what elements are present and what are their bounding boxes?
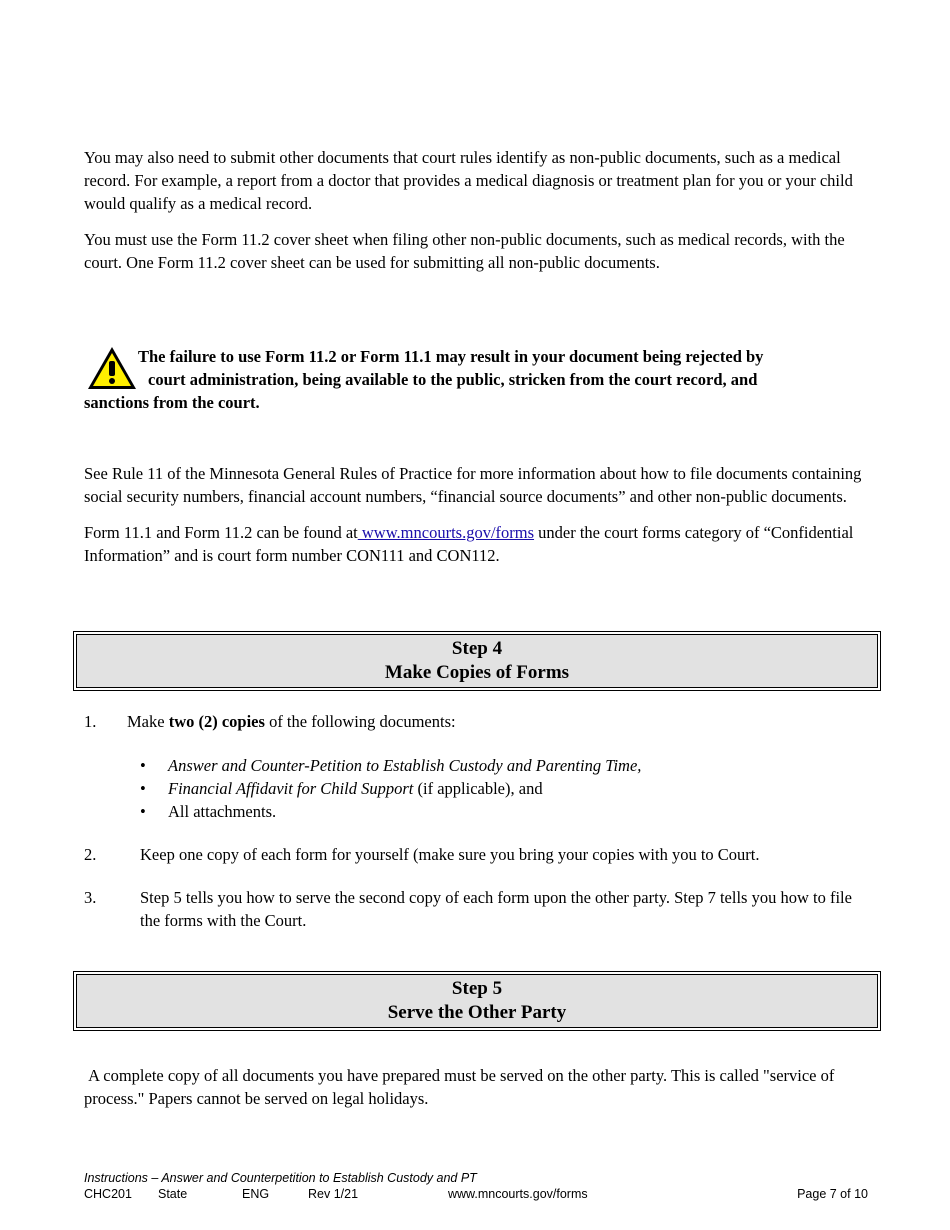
step5-title: Serve the Other Party: [387, 1002, 567, 1023]
mncourts-forms-link[interactable]: www.mncourts.gov/forms: [357, 523, 535, 542]
list-item: [140, 754, 840, 777]
footer-scope: State: [158, 1187, 188, 1201]
list-item-plain: (if applicable), and: [413, 779, 543, 798]
step4-header: [73, 631, 881, 691]
forms-location-text-1: Form 11.1 and Form 11.2 can be found at: [84, 523, 358, 542]
bullet-icon: •: [140, 802, 146, 821]
page-footer: [84, 1170, 874, 1202]
footer-url: www.mncourts.gov/forms: [448, 1187, 588, 1201]
list-item-italic: Financial Affidavit for Child Support: [168, 779, 414, 798]
item-1-text-start: Make: [127, 712, 169, 731]
item-1-text-end: of the following documents:: [264, 712, 456, 731]
list-item-plain: All attachments.: [168, 802, 277, 821]
item-number: 1.: [84, 712, 97, 731]
warning-line-1: The failure to use Form 11.2 or Form 11.1 may result in your document being rejected by: [138, 347, 764, 366]
list-item-italic: Answer and Counter-Petition to Establish Custody and Parenting Time,: [168, 756, 642, 775]
warning-triangle-icon: [86, 345, 138, 391]
copies-list: [140, 754, 840, 823]
item-3-text: Step 5 tells you how to serve the second copy of each form upon the other party. Step 7 tells you how to file the forms with the Court.: [140, 888, 852, 930]
footer-meta: [84, 1186, 874, 1202]
intro-section: [84, 146, 874, 274]
rule11-paragraph: See Rule 11 of the Minnesota General Rules of Practice for more information about how to file documents containing social security numbers, financial account numbers, “financial source documents” and other non-public documents.: [84, 464, 862, 506]
step5-header-inner: [76, 974, 878, 1028]
footer-page-number: Page 7 of 10: [797, 1187, 868, 1201]
rule11-section: [84, 462, 874, 567]
forms-location-text-2: under the court forms category of “Confidential Information” and is court form number CON111 and CON112.: [84, 523, 854, 565]
warning-line-2: court administration, being available to the public, stricken from the court record, and: [148, 370, 758, 389]
footer-language: ENG: [242, 1187, 270, 1201]
list-item: [140, 777, 840, 800]
intro-paragraph-1: You may also need to submit other documents that court rules identify as non-public documents, such as a medical record. For example, a report from a doctor that provides a medical diagnosis or treatment plan for you or your child would qualify as a medical record.: [84, 148, 853, 213]
step4-number: Step 4: [451, 638, 503, 659]
step4-header-inner: [76, 634, 878, 688]
step4-title: Make Copies of Forms: [384, 662, 570, 683]
item-1-text-bold: two (2) copies: [168, 712, 265, 731]
step5-header: [73, 971, 881, 1031]
footer-title: Instructions – Answer and Counterpetition to Establish Custody and PT: [84, 1171, 477, 1185]
item-number: 2.: [84, 845, 97, 864]
item-1-text: [127, 710, 456, 733]
item-2-text: Keep one copy of each form for yourself (make sure you bring your copies with you to Court.: [140, 845, 760, 864]
step5-number: Step 5: [451, 978, 503, 999]
item-number: 3.: [84, 888, 97, 907]
intro-paragraph-2: You must use the Form 11.2 cover sheet when filing other non-public documents, such as medical records, with the court. One Form 11.2 cover sheet can be used for submitting all non-public documents.: [84, 230, 845, 272]
step5-section: [84, 1064, 874, 1110]
bullet-icon: •: [140, 779, 146, 798]
list-item: [140, 800, 840, 823]
forms-location-paragraph: [84, 521, 874, 567]
bullet-icon: •: [140, 756, 146, 775]
service-paragraph: A complete copy of all documents you have prepared must be served on the other party. This is called "service of process." Papers cannot be served on legal holidays.: [84, 1066, 839, 1108]
footer-revision: Rev 1/21: [308, 1187, 359, 1201]
warning-line-3: sanctions from the court.: [84, 393, 260, 412]
footer-form-code: CHC201: [84, 1187, 132, 1201]
